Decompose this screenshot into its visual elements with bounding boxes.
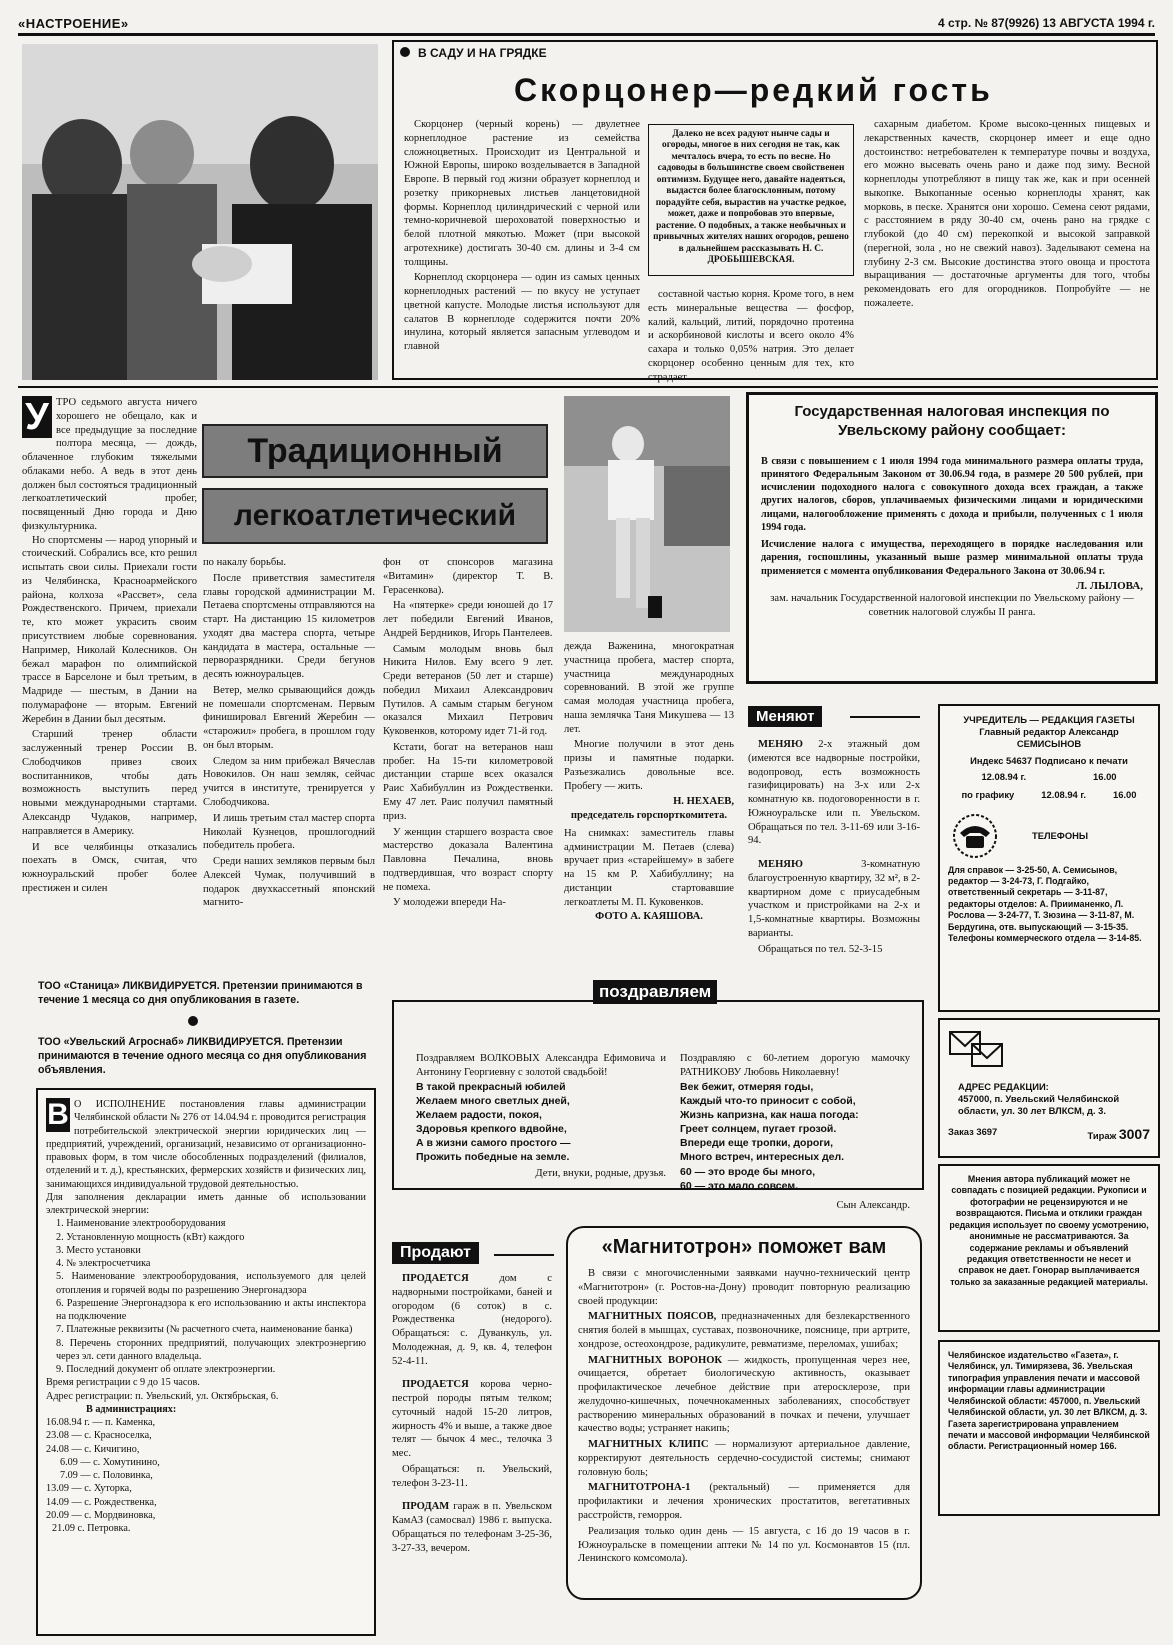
photo-placeholder-icon bbox=[22, 44, 378, 380]
sale-rule bbox=[494, 1254, 554, 1256]
energy-dropcap: В bbox=[47, 1098, 69, 1131]
race-dropcap: У bbox=[22, 396, 52, 438]
bullet-icon bbox=[188, 1016, 198, 1026]
tax-notice bbox=[746, 392, 1158, 684]
energy-address: Адрес регистрации: п. Увельский, ул. Октябрьская, 6. bbox=[46, 1390, 279, 1402]
list-item: 6.09 — с. Хомутинино, bbox=[60, 1456, 160, 1468]
tax-p2: Исчисление налога с имущества, переходящего в порядке наследования или дарения, госпошлины, указанный выше размер минимальной оплаты труда применяется с момента опубликования Федерального Закона от 30.06.94 г. bbox=[761, 539, 1143, 577]
garden-article bbox=[392, 40, 1158, 383]
race-col4: дежда Важенина, многократная участница пробега, мастер спорта, участница международных соревнований. В этой же группе самая молодая участница пробега, наша землячка Таня Микушева — 13 лет. Многие получили в этот день призы и памятные подарки. Разъезжались довольные все. Пробегу — жить. Н. НЕХАЕВ, председатель горспорткомитета. На снимках: заместитель главы администрации М. Петаев (слева) вручает приз «старейшему» в забеге на 15 км Р. Хабибуллину; на дистанции стартовавшие легкоатлеты М. П. Куковенков. ФОТО А. КАЯШОВА. bbox=[564, 641, 734, 922]
list-item: 16.08.94 г. — п. Каменка, bbox=[46, 1417, 156, 1428]
bullet-icon bbox=[400, 47, 410, 57]
list-item: 2. Установленную мощность (кВт) каждого bbox=[56, 1231, 245, 1243]
congrats-left: Поздравляем ВОЛКОВЫХ Александра Ефимовича и Антонину Георгиевну с золотой свадьбой! В такой прекрасный юбилей Желаем много светлых дней, Желаем радости, покоя, Здоровья крепкого вдвойне, А в жизни самого простого — Прожить победные на земле. Дети, внуки, родные, друзья. bbox=[416, 1053, 666, 1179]
exchange-ads: МЕНЯЮ 2-х этажный дом (имеются все надворные постройки, водопровод, есть возможность газифицировать) на 3-х или 2-х комнатную кв. подоговоренности в г. Южноуральске или п. Увельском. Обращаться по тел. 3-11-69 или 3-16-94. МЕНЯЮ 3-комнатную благоустроенную квартиру, 32 м², в 2-квартирном доме с приусадебным участком и пристройками на 2-х и 1,5-комнатные квартиры. Возможны варианты. Обращаться по тел. 52-3-15 bbox=[748, 739, 920, 955]
list-item: 24.08 — с. Кичигино, bbox=[46, 1443, 140, 1455]
race-col3: фон от спонсоров магазина «Витамин» (директор Т. В. Герасенкова). На «пятерке» среди юношей до 17 лет победили Евгений Иванов, Андрей Бердников, Игорь Пантелеев. Самым молодым вновь был Никита Нилов. Ему всего 9 лет. Среди ветеранов (50 лет и старше) победил Михаил Александрович Путилов. А самым старым бегуном оказался Михаил Петрович Куковенков, которому идет 71-й год. Кстати, богат на ветеранов наш пробег. На 15-ти километровой дистанции старше всех оказался Раис Хабибуллин из Рождественки. Ему 47 лет. Раис получил памятный приз. У женщин старшего возраста свое мастерство доказала Валентина Павловна Печалина, вновь подтвердившая, что возраст спорту не помеха. У молодежи впереди На- bbox=[383, 557, 553, 909]
garden-rubric: В САДУ И НА ГРЯДКЕ bbox=[400, 46, 547, 60]
imprint-schedule-row: по графику 12.08.94 г. 16.00 bbox=[961, 788, 1137, 800]
garden-col3: сахарным диабетом. Кроме высоко-ценных пищевых и лекарственных качеств, скорцонер имеет и еще одно достоинство: нетребователен к температуре почвы и воздуха, его можно высевать очень рано и даже под зиму. Весной корнеплоды употребляют в пищу так же, как и при осенней выкопке. Выкопанные осенью корнеплоды хранят, как морковь, в песке. Хранятся они хорошо. Семена сеют рядами, с расстоянием в ряду 30-40 см, очень рано на грядке с глубокой (до 40 см) перекопкой и высокой заправкой (перегной, зола , но не свежий навоз). Заделывают семена на глубину 2-3 см. Высокие достинства этого овоща и простота выращивания — достаточные аргументы для того, чтобы рекомендовать его для огородников. Попробуйте — не пожалеете. bbox=[864, 119, 1150, 309]
exchange-label: Меняют bbox=[748, 706, 822, 727]
envelope-icon bbox=[948, 1028, 1008, 1072]
list-item: 5. Наименование электрооборудования, используемого для целей отопления и горячей воды по разрешению Энергонадзора bbox=[56, 1271, 366, 1296]
magnitotron-ad bbox=[566, 1226, 922, 1600]
sale-ads: ПРОДАЕТСЯ дом с надворными постройками, баней и огородом (6 соток) в с. Рождественка (недорого). Обращаться: с. Дуванкуль, ул. Молодежная, д. 9, кв. 4, телефон 52-4-11. ПРОДАЕТСЯ корова черно-пестрой породы пятым телком; суточный надой 15-20 литров, жирность 4% и выше, а также двое телят — бычок 4 мес., телочка 3 мес. Обращаться: п. Увельский, телефон 3-23-11. ПРОДАМ гараж в п. Увельском КамАЗ (самосвал) 1986 г. выпуска. Обращаться по телефонам 3-25-36, 3-27-33, вечером. bbox=[392, 1273, 552, 1554]
photo-award-ceremony bbox=[22, 44, 378, 380]
list-item: 7.09 — с. Половинка, bbox=[60, 1470, 153, 1481]
address-title: АДРЕС РЕДАКЦИИ: bbox=[958, 1081, 1049, 1092]
masthead-rule bbox=[18, 33, 1155, 36]
liquidation-ad-2: ТОО «Увельский Агроснаб» ЛИКВИДИРУЕТСЯ. Претензии принимаются в течение одного месяца со дня опубликования объявления. bbox=[38, 1036, 367, 1076]
list-item: 7. Платежные реквизиты (№ расчетного счета, наименование банка) bbox=[56, 1324, 353, 1336]
photo-runner bbox=[564, 396, 730, 632]
address-box bbox=[938, 1018, 1160, 1158]
list-item: 8. Перечень сторонних предприятий, получающих электроэнергию через эл. сети данного владельца. bbox=[56, 1337, 366, 1362]
divider-rule bbox=[18, 386, 1158, 388]
list-item: 21.09 с. Петровка. bbox=[52, 1523, 131, 1534]
list-item: 6. Разрешение Энергонадзора к его использованию и акты инспектора на подключение bbox=[56, 1297, 366, 1322]
list-item: 13.09 — с. Хуторка, bbox=[46, 1483, 132, 1495]
energy-p1: О ИСПОЛНЕНИЕ постановления главы администрации Челябинской области № 276 от 14.04.94 г. проводится регистрация потребительской электрической энергии юридических лиц — предприятий, учреждений, организаций, независимо от организационно-правовых форм, в том числе обособленных подразделений (филиалов, отделений и т. д.), крестьянских, фермерских хозяйств и физических лиц, занимающихся индивидуальной трудовой деятельностью. bbox=[46, 1099, 366, 1190]
disclaimer-box bbox=[938, 1164, 1160, 1332]
garden-col2: составной частью корня. Кроме того, в нем есть минеральные вещества — фосфор, калий, кальций, литий, порядочно протеина и аскорбиновой кислоты и всего около 4% сахара и только 0,05% натрия. Это делает скорцонер особенно ценным для тех, кто страдает bbox=[648, 289, 854, 383]
list-item: 3. Место установки bbox=[56, 1244, 141, 1256]
energy-p2: Для заполнения декларации иметь данные об использовании электрической энергии: bbox=[46, 1191, 366, 1216]
tax-p1: В связи с повышением с 1 июля 1994 года минимального размера оплаты труда, принятого Федеральным Законом от 30.06.94 года, в размере 20 500 рублей, при исчислении подоходного налога с совокупного дохода всех граждан, а также других налогов, сборов, уплачиваемых физическими лицами и юридическими лицами, налогообложение применять с дохода и прибыли, полученных с 1 июля 1994 года. bbox=[761, 455, 1143, 533]
congrats-left-poem: В такой прекрасный юбилей Желаем много светлых дней, Желаем радости, покоя, Здоровья крепкого вдвойне, А в жизни самого простого — Прожить победные на земле. bbox=[416, 1080, 571, 1164]
energy-list bbox=[56, 1217, 366, 1376]
imprint-phones: Для справок — 3-25-50, А. Семисынов, редактор — 3-24-73, Г. Подгайко, ответственный секретарь — 3-11-87, редакторы отделов: А. Прииманенко, Л. Рослова — 3-24-77, Т. Зюзина — 3-11-87, М. Бердугина, отв. выпускающий — 3-15-35. Телефоны коммерческого отдела — 3-14-85. bbox=[948, 864, 1142, 944]
race-author: Н. НЕХАЕВ, bbox=[673, 796, 734, 808]
list-item: 4. № электросчетчика bbox=[56, 1258, 151, 1269]
address-text: 457000, п. Увельский Челябинской области, ул. 30 лет ВЛКСМ, д. 3. bbox=[958, 1092, 1120, 1116]
imprint-box bbox=[938, 704, 1160, 1012]
energy-schedule bbox=[46, 1416, 366, 1535]
congrats-label: поздравляем bbox=[593, 980, 717, 1004]
race-title-line1: Традиционный bbox=[202, 424, 548, 478]
list-item: 9. Последний документ об оплате электроэнергии. bbox=[56, 1364, 276, 1375]
liquidation-ad-1: ТОО «Станица» ЛИКВИДИРУЕТСЯ. Претензии принимаются в течение 1 месяца со дня опубликования в газете. bbox=[38, 980, 363, 1006]
list-item: 1. Наименование электрооборудования bbox=[56, 1218, 226, 1230]
list-item: 14.09 — с. Рождественка, bbox=[46, 1496, 157, 1508]
magnitotron-body: В связи с многочисленными заявками научно-технический центр «Магнитотрон» (г. Ростов-на-Дону) проводит повторную реализацию своей продукции: МАГНИТНЫХ ПОЯСОВ, предназначенных для безлекарственного снятия болей в мышцах, суставах, позвоночнике, пояснице, при артрите, хондрозе, остеохондрозе, радикулите, ревматизме, переломах, ушибах; МАГНИТНЫХ ВОРОНОК — жидкость, пропущенная через нее, очищается, обретает биологическую активность, оказывает профилактическое лечебное действие при атеросклерозе, при желудочно-кишечных, почечнокаменных заболеваниях, способствует растворению минеральных образований в почках и печени, улучшает качество воды; устраняет накипь; МАГНИТНЫХ КЛИПС — нормализуют артериальное давление, корректируют деятельность сердечно-сосудистой системы; снимают головную боль; МАГНИТОТРОНА-1 (ректальный) — применяется для профилактики и лечения хронических простатитов, вегетативных расстройств, геморроя. Реализация только один день — 15 августа, с 16 до 19 часов в г. Южноуральске в помещении аптеки № 14 по ул. Космонавтов 15 (пл. Ленинского комсомола). bbox=[578, 1268, 910, 1565]
list-item: 20.09 — с. Мордвиновка, bbox=[46, 1509, 156, 1521]
issue-info: 4 стр. № 87(9926) 13 АВГУСТА 1994 г. bbox=[937, 16, 1155, 30]
race-title-line2: легкоатлетический bbox=[202, 488, 548, 544]
tax-signer: Л. ЛЫЛОВА, bbox=[1076, 579, 1143, 592]
publisher-box bbox=[938, 1340, 1160, 1516]
imprint-index: Индекс 54637 Подписано к печати bbox=[970, 755, 1128, 767]
race-author-role: председатель горспорткомитета. bbox=[570, 810, 728, 822]
order-row: Заказ 3697 Тираж 3007 bbox=[948, 1126, 1150, 1143]
imprint-founder: УЧРЕДИТЕЛЬ — РЕДАКЦИЯ ГАЗЕТЫ Главный редактор Александр СЕМИСЫНОВ bbox=[963, 714, 1135, 749]
tax-signer-role: зам. начальник Государственной налоговой инспекции по Увельскому району — советник налоговой службы II ранга. bbox=[770, 592, 1134, 618]
garden-lead-box: Далеко не всех радуют нынче сады и огороды, многое в них сегодня не так, как мечталось вчера, то есть по весне. Но садоводы в большинстве своем свойственен оптимизм. Будущее него, давайте надеяться, выдастся более благосклонным, потому порадуйте себя, вырастив на участке редкое, может, даже и попробовав это впервые, растение. О подобных, а также необычных и привычных жителях наших огородов, решено в дальнейшем рассказывать Н. С. ДРОБЫШЕВСКАЯ. bbox=[648, 124, 854, 276]
race-col1: У ТРО седьмого августа ничего хорошего не обещало, как и все предыдущие за последние полтора месяца, — дождь, облаченное глубоким тяжелыми облаками небо. А ведь в этот день должен был состояться традиционный легкоатлетический пробег, посвященный Дню города и Дню физкультурника. Но спортсмены — народ упорный и стоический. Собрались все, кто решил испытать свои силы. Приехали гости из Челябинска, Красноармейского района, колхоза «Рассвет», села Рождественского. Причем, приехали те, кто может украсить своим присутствием любые соревнования. Например, Николай Колесников. Он бежал марафон по олимпийской трассе в Барселоне и был третьим, в Мадриде — шестым, в Дании на полумарафоне — вторым. Евгений Жеребин в Дании был десятым. Старший тренер области заслуженный тренер России В. Слободчиков привез своих воспитанников, чтобы дать возможность выступить перед новыми международными стартами. Александр Чудаков, например, направляется в Америку. И все челябинцы отказались поехать в Омск, считая, что южноуральский пробег более престижен и силен bbox=[22, 396, 197, 894]
imprint-sign-row: 12.08.94 г. 16.00 bbox=[981, 771, 1117, 782]
magnitotron-title: «Магнитотрон» поможет вам bbox=[601, 1236, 887, 1258]
sale-label: Продают bbox=[392, 1242, 479, 1264]
imprint-phones-head: ТЕЛЕФОНЫ bbox=[948, 813, 1150, 859]
publisher-text: Челябинское издательство «Газета», г. Челябинск, ул. Тимирязева, 36. Увельская типография управления печати и массовой информации главы администрации Челябинской области: 457000, п. Увельский Челябинской области, ул. 30 лет ВЛКСМ, д. 3. Газета зарегистрирована управлением печати и массовой информации Челябинской области. Регистрационный номер 166. bbox=[948, 1350, 1150, 1452]
exchange-rule bbox=[850, 716, 920, 718]
tax-title: Государственная налоговая инспекция по Увельскому району сообщает: bbox=[794, 403, 1110, 439]
race-photo-credit: ФОТО А. КАЯШОВА. bbox=[595, 910, 703, 922]
race-col2: по накалу борьбы. После приветствия заместителя главы городской администрации М. Петаева спортсмены отправляются на старт. На дистанцию 15 километров уходят два мастера спорта, четыре кандидата в мастера, остальные — перворазрядники. Среди бегунов десять южноуральцев. Ветер, мелко срывающийся дождь не помешали спортсменам. Первым финишировал Евгений Жеребин — «старожил» пробега, в прошлом году он был вторым. Следом за ним прибежал Вячеслав Новокилов. Он наш земляк, сейчас учится в институте, тренируется у Слободчикова. И лишь третьим стал мастер спорта Николай Кузнецов, прошлогодний победитель пробега. Среди наших земляков первым был Алексей Чумак, получивший в подарок двухкассетный японский магнито- bbox=[203, 557, 375, 909]
disclaimer-text: Мнения автора публикаций может не совпадать с позицией редакции. Рукописи и фотографии не рецензируются и не возвращаются. Письма и отклики граждан редакция использует по своему усмотрению, анонимные не рассматриваются. За содержание рекламы и объявлений редакция ответственности не несет и справок не дает. Гонорар выплачивается только за заказанные редакцией материалы. bbox=[949, 1174, 1149, 1287]
runner-photo-icon bbox=[564, 396, 730, 632]
energy-notice bbox=[36, 1088, 376, 1636]
section-name: «НАСТРОЕНИЕ» bbox=[18, 16, 129, 31]
garden-col1: Скорцонер (черный корень) — двулетнее корнеплодное растение из семейства сложноцветных. Происходит из Центральной и Южной Европы, широко возделывается в Западной Европе. В первый год жизни образует корнеплод и розетку прикорневых листьев ланцетовидной формы. Корнеплод цилиндрический с черной или темно-коричневой шероховатой поверхностью и белой плотной мякотью. Может (при высокой агротехнике) достигать 30-40 см. длины и 3-4 см толщины. Корнеплод скорцонера — один из самых ценных корнеплодных растений — по вкусу не уступает цветной капусте. Молодые листья используют для салатов В корнеплоде содержится почти 20% инулина, который является запасным углеводом и главной bbox=[404, 119, 640, 353]
telephone-icon bbox=[948, 813, 1002, 859]
congrats-box bbox=[392, 1000, 924, 1211]
garden-title: Скорцонер—редкий гость bbox=[514, 72, 993, 108]
race-caption: На снимках: заместитель главы администрации М. Петаев (слева) вручает приз «старейшему» в забеге на 15 км Р. Хабибуллину; на дистанции стартовавшие легкоатлеты М. П. Куковенков. bbox=[564, 827, 734, 908]
list-item: 23.08 — с. Красноселка, bbox=[46, 1430, 152, 1442]
energy-admin-title: В администрациях: bbox=[86, 1403, 177, 1415]
congrats-right-poem: Век бежит, отмеряя годы, Каждый что-то приносит с собой, Жизнь капризна, как наша погода: Греет солнцем, пугает грозой. Впереди еще тропки, дороги, Много встреч, интересных дел. 60 — это вроде бы много, 60 — это мало совсем. bbox=[680, 1080, 859, 1192]
energy-time: Время регистрации с 9 до 15 часов. bbox=[46, 1377, 200, 1389]
congrats-right: Поздравляю с 60-летием дорогую мамочку РАТНИКОВУ Любовь Николаевну! Век бежит, отмеряя годы, Каждый что-то приносит с собой, Жизнь капризна, как наша погода: Греет солнцем, пугает грозой. Впереди еще тропки, дороги, Много встреч, интересных дел. 60 — это вроде бы много, 60 — это мало совсем. Сын Александр. bbox=[680, 1053, 910, 1211]
